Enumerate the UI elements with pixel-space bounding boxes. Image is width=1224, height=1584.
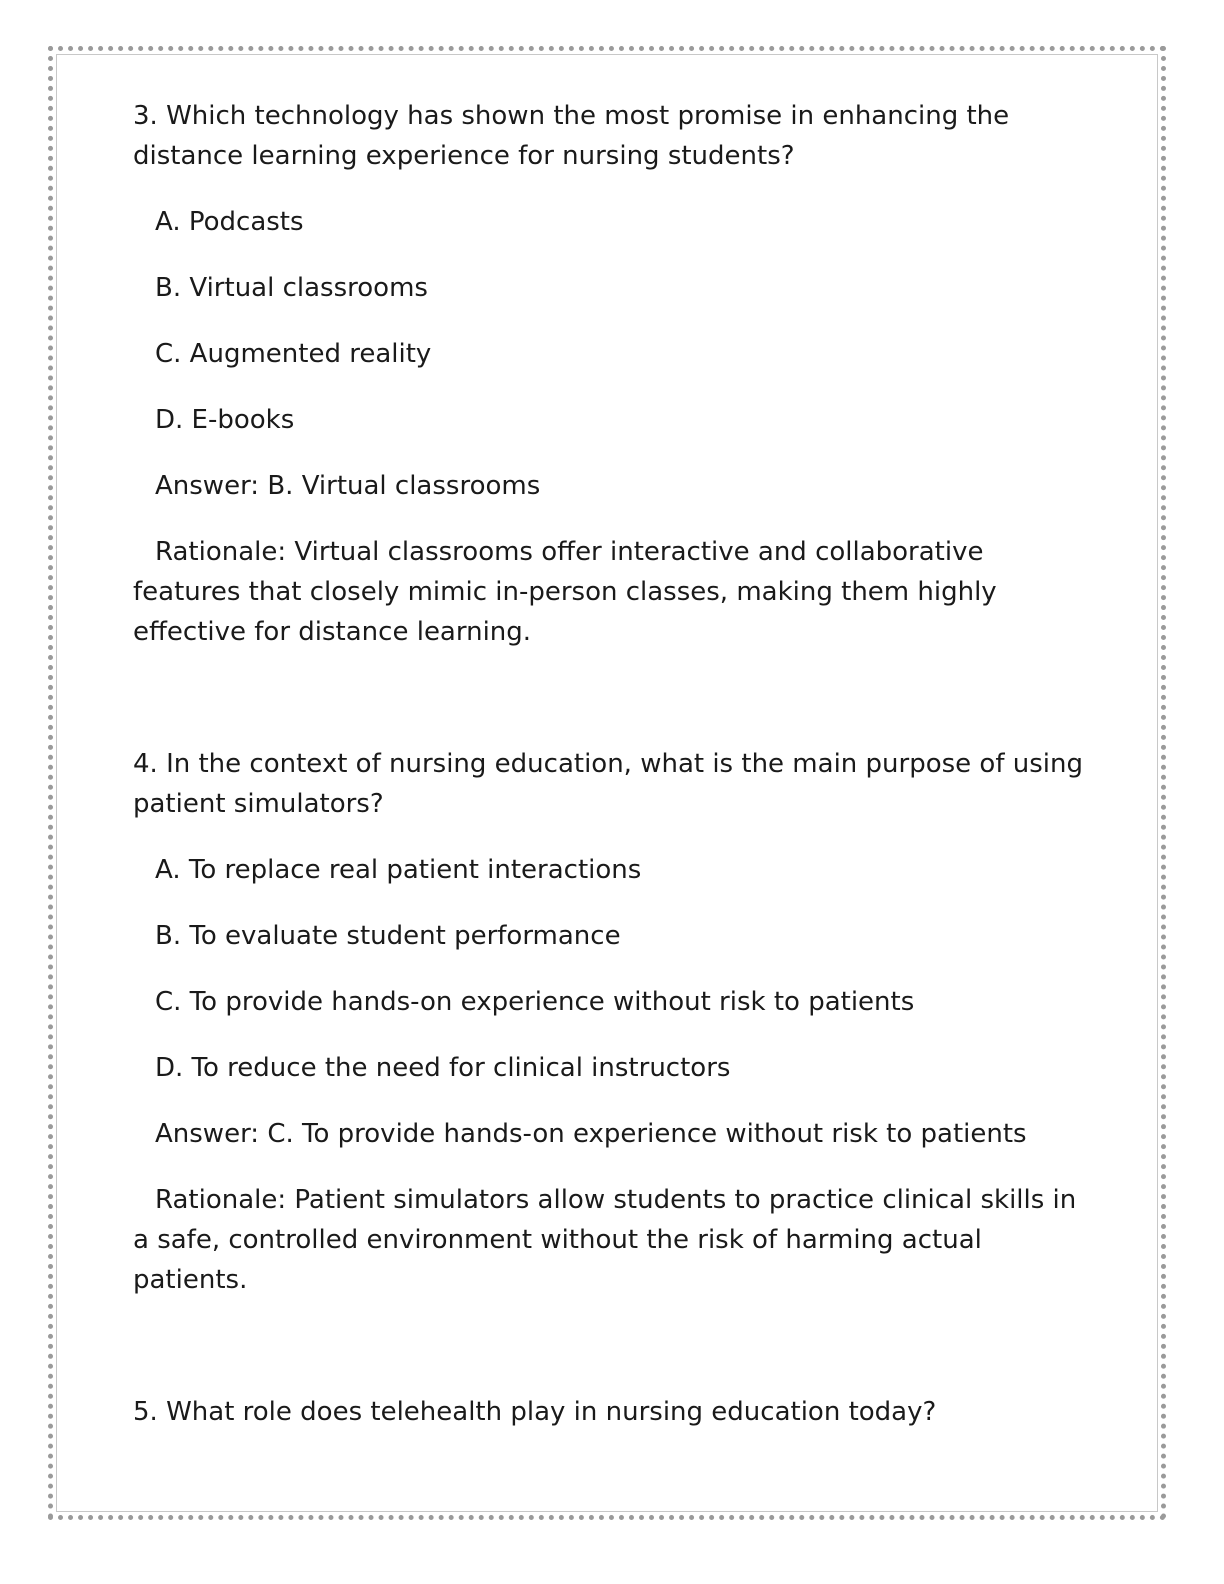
- question-4-answer: Answer: C. To provide hands-on experience without risk to patients: [155, 1119, 1027, 1149]
- question-4-option-b: B. To evaluate student performance: [155, 921, 621, 951]
- question-3-option-c: C. Augmented reality: [155, 339, 432, 369]
- question-4-option-c: C. To provide hands-on experience without risk to patients: [155, 987, 915, 1017]
- question-3-answer: Answer: B. Virtual classrooms: [155, 471, 541, 501]
- question-4-text: 4. In the context of nursing education, what is the main purpose of using patient simulators?: [133, 749, 1083, 819]
- question-3-text: 3. Which technology has shown the most promise in enhancing the distance learning experience for nursing students?: [133, 101, 1010, 171]
- question-3-option-b: B. Virtual classrooms: [155, 273, 428, 303]
- question-3-rationale: Rationale: Virtual classrooms offer interactive and collaborative features that closely mimic in-person classes, making them highly effective for distance learning.: [133, 537, 997, 647]
- question-3-option-d: D. E-books: [155, 405, 295, 435]
- question-4-rationale: Rationale: Patient simulators allow students to practice clinical skills in a safe, controlled environment without the risk of harming actual patients.: [133, 1185, 1077, 1295]
- question-3-option-a: A. Podcasts: [155, 207, 304, 237]
- document-body: [133, 96, 1093, 1432]
- question-4-option-a: A. To replace real patient interactions: [155, 855, 642, 885]
- question-4-option-d: D. To reduce the need for clinical instructors: [155, 1053, 731, 1083]
- question-5-text: 5. What role does telehealth play in nursing education today?: [133, 1397, 937, 1427]
